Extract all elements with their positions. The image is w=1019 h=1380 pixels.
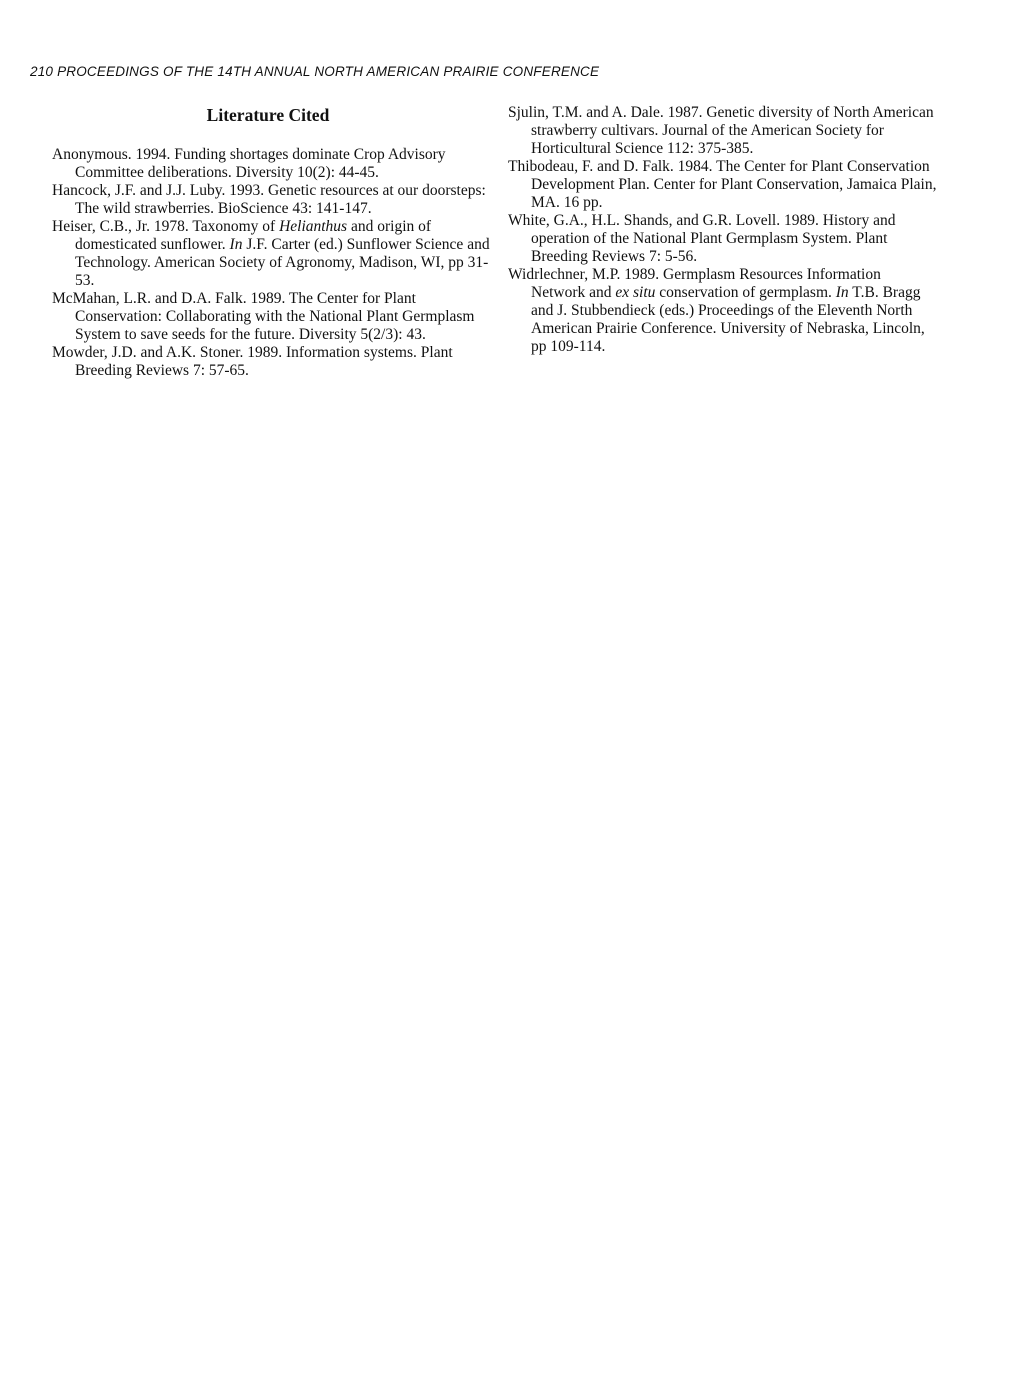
reference-list-left [52, 146, 492, 380]
reference-text: J.F. Carter (ed.) Sunflower Science and Technology. American Society of Agronomy, Madison, WI, pp 31-53. [75, 236, 490, 289]
reference-text: conservation of germplasm. [655, 284, 836, 301]
running-head: 210 PROCEEDINGS OF THE 14TH ANNUAL NORTH AMERICAN PRAIRIE CONFERENCE [30, 64, 600, 79]
reference-text: Mowder, J.D. and A.K. Stoner. 1989. Information systems. Plant Breeding Reviews 7: 57-65. [52, 344, 453, 379]
reference-entry [52, 182, 492, 218]
reference-entry [508, 158, 938, 212]
reference-text: McMahan, L.R. and D.A. Falk. 1989. The Center for Plant Conservation: Collaborating with the National Plant Germplasm System to save seeds for the future. Diversity 5(2/3): 43. [52, 290, 475, 343]
reference-text: and origin of domesticated sunflower. [75, 218, 432, 253]
reference-entry [52, 290, 492, 344]
reference-entry [52, 218, 492, 290]
reference-text: White, G.A., H.L. Shands, and G.R. Lovell. 1989. History and operation of the National Plant Germplasm System. Plant Breeding Reviews 7: 5-56. [508, 212, 896, 265]
reference-text: Sjulin, T.M. and A. Dale. 1987. Genetic diversity of North American strawberry cultivars. Journal of the American Society for Horticultural Science 112: 375-385. [508, 104, 934, 157]
reference-entry [508, 212, 938, 266]
reference-entry [52, 146, 492, 182]
reference-italic-text: ex situ [615, 284, 656, 301]
reference-italic-text: In [835, 284, 849, 301]
reference-entry [52, 344, 492, 380]
references-right-column [508, 104, 938, 356]
reference-text: T.B. Bragg and J. Stubbendieck (eds.) Proceedings of the Eleventh North American Prairie Conference. University of Nebraska, Lincoln, pp 109-114. [531, 284, 925, 355]
reference-text: Hancock, J.F. and J.J. Luby. 1993. Genetic resources at our doorsteps: The wild strawberries. BioScience 43: 141-147. [52, 182, 486, 217]
references-left-column [52, 104, 492, 380]
reference-text: Heiser, C.B., Jr. 1978. Taxonomy of [52, 218, 280, 235]
reference-entry [508, 266, 938, 356]
reference-text: Anonymous. 1994. Funding shortages dominate Crop Advisory Committee deliberations. Diversity 10(2): 44-45. [52, 146, 446, 181]
reference-text: Widrlechner, M.P. 1989. Germplasm Resources Information Network and [508, 266, 881, 301]
section-title: Literature Cited [206, 105, 330, 125]
reference-list-right [508, 104, 938, 356]
reference-entry [508, 104, 938, 158]
reference-italic-text: In [229, 236, 243, 253]
reference-italic-text: Helianthus [279, 218, 348, 235]
reference-text: Thibodeau, F. and D. Falk. 1984. The Center for Plant Conservation Development Plan. Center for Plant Conservation, Jamaica Plain, MA. 16 pp. [508, 158, 937, 211]
